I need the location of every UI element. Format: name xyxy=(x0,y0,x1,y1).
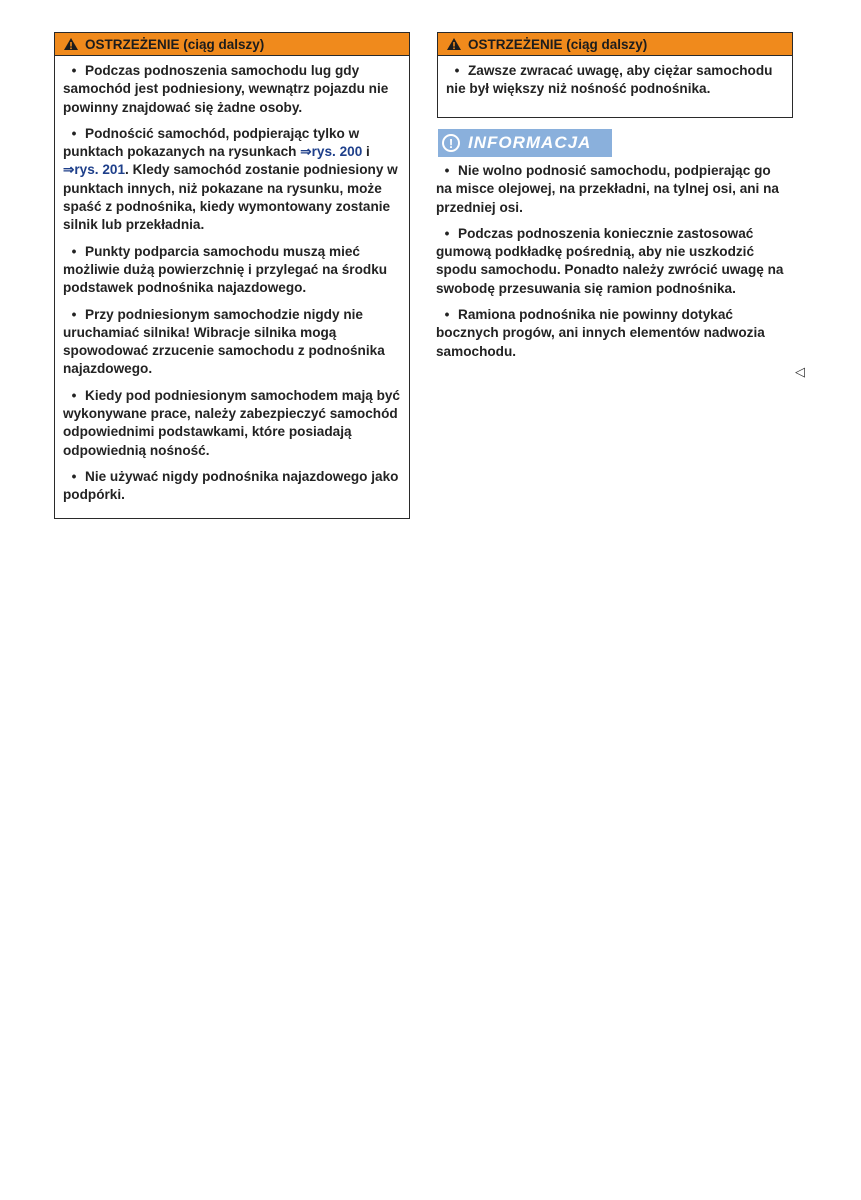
info-item: • Podczas podnoszenia koniecznie zastosować gumową podkładkę pośrednią, aby nie uszkodzić spodu samochodu. Ponadto należy zwrócić uwagę na swobodę przesuwania się ramion podnośnika. xyxy=(436,225,784,296)
warning-item: • Kiedy pod podniesionym samochodem mają być wykonywane prace, należy zabezpieczyć samochód odpowiednimi podstawkami, które posiadają odpowiednią nośność. xyxy=(63,387,400,458)
warning-header-text: OSTRZEŻENIE (ciąg dalszy) xyxy=(468,36,648,52)
warning-item: • Przy podniesionym samochodzie nigdy nie uruchamiać silnika! Wibracje silnika mogą spowodować zrzucenie samochodu z podnośnika najazdowego. xyxy=(63,306,385,377)
warning-box-left xyxy=(54,32,410,519)
figure-reference-link[interactable]: ⇒rys. 201 xyxy=(63,162,126,178)
exclamation-circle-icon: ! xyxy=(442,134,460,152)
warning-item: • Podnościć samochód, podpierając tylko w punktach pokazanych na rysunkach ⇒rys. 200 i ⇒rys. 201. Kledy samochód zostanie podniesiony w punktach innych, niż pokazane na rysunku, może spaść z podnośnika, kiedy wymontowany zostanie silnik lub przekładnia. xyxy=(63,125,398,233)
info-title: INFORMACJA xyxy=(468,133,592,152)
warning-triangle-icon xyxy=(63,37,79,51)
info-header xyxy=(438,129,612,157)
warning-item: • Nie używać nigdy podnośnika najazdowego jako podpórki. xyxy=(63,468,399,503)
warning-item: • Podczas podnoszenia samochodu lug gdy samochód jest podniesiony, wewnątrz pojazdu nie powinny znajdować się żadne osoby. xyxy=(63,63,389,115)
warning-header-text: OSTRZEŻENIE (ciąg dalszy) xyxy=(85,36,265,52)
section-end-marker: ◁ xyxy=(795,364,805,379)
warning-triangle-icon xyxy=(446,37,462,51)
warning-header xyxy=(55,33,409,56)
warning-header xyxy=(438,33,792,56)
warning-box-right xyxy=(437,32,793,118)
info-item: • Nie wolno podnosić samochodu, podpierając go na misce olejowej, na przekładni, na tylnej osi, ani na przedniej osi. xyxy=(436,163,779,215)
warning-item: • Zawsze zwracać uwagę, aby ciężar samochodu nie był większy niż nośność podnośnika. xyxy=(446,63,773,97)
warning-item: • Punkty podparcia samochodu muszą mieć możliwie dużą powierzchnię i przylegać na środku podstawek podnośnika najazdowego. xyxy=(63,243,388,296)
figure-reference-link[interactable]: ⇒rys. 200 xyxy=(300,144,363,160)
info-item: • Ramiona podnośnika nie powinny dotykać bocznych progów, ani innych elementów nadwozia samochodu. xyxy=(436,307,765,359)
info-body xyxy=(436,162,788,369)
